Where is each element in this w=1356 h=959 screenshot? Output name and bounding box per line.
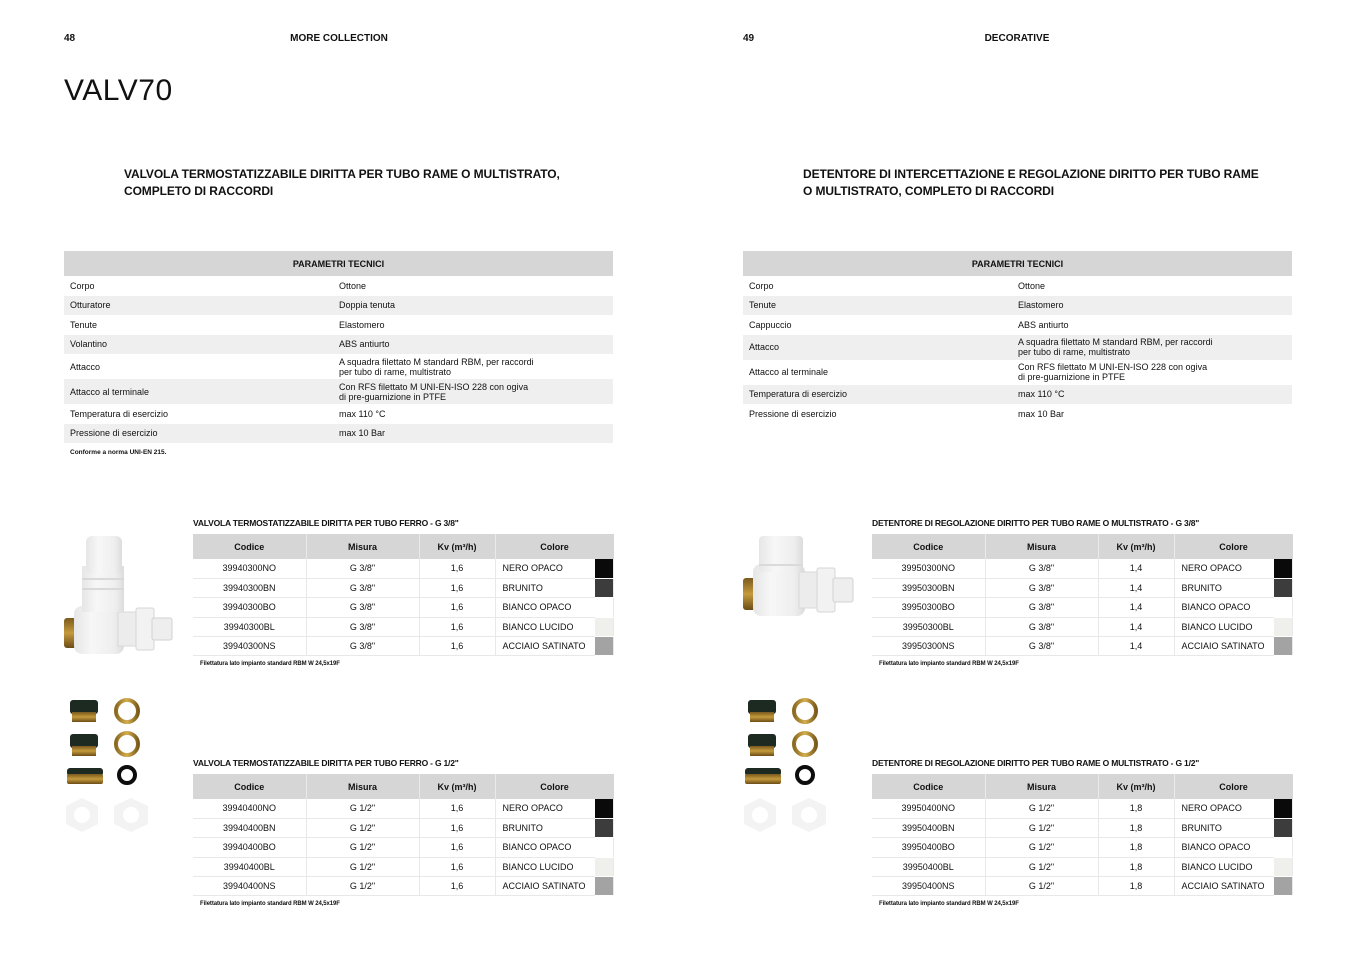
cell-misura: G 3/8" [985,637,1098,656]
cell-kv: 1,8 [1098,877,1174,896]
cell-misura: G 3/8" [985,617,1098,636]
cell-misura: G 3/8" [306,578,419,597]
param-key: Corpo [749,280,774,291]
params-row [743,296,1292,316]
params-header: PARAMETRI TECNICI [64,251,613,276]
product-table [872,774,1293,896]
cell-misura: G 1/2" [306,838,419,857]
cell-codice: 39950300NO [872,559,985,578]
color-swatch [1274,617,1293,636]
table-header-row [193,774,614,799]
table-row [872,559,1293,578]
cell-kv: 1,6 [419,877,495,896]
param-value-line: Elastomero [339,319,385,330]
param-value [1018,279,1292,293]
cell-colore: BIANCO LUCIDO [495,857,595,876]
color-swatch [595,799,614,818]
param-value-line: max 110 °C [339,408,386,419]
param-key: Temperatura di esercizio [70,408,169,419]
block-title: VALVOLA TERMOSTATIZZABILE DIRITTA PER TUBO FERRO - G 3/8" [193,518,459,528]
product-table [193,534,614,656]
params-row [64,315,613,335]
col-header-codice: Codice [872,774,985,799]
model-title: VALV70 [64,74,173,107]
cell-colore: ACCIAIO SATINATO [495,877,595,896]
param-key: Pressione di esercizio [749,408,837,419]
params-row [64,424,613,444]
param-value [339,407,613,421]
cell-misura: G 3/8" [985,578,1098,597]
param-key: Attacco [749,342,780,352]
param-value-line: di pre-guarnizione in PTFE [1018,372,1126,382]
cell-kv: 1,4 [1098,559,1174,578]
cell-colore: NERO OPACO [1174,559,1274,578]
cell-codice: 39950300BN [872,578,985,597]
cell-misura: G 3/8" [306,559,419,578]
table-row [872,857,1293,876]
subtitle-line: DETENTORE DI INTERCETTAZIONE E REGOLAZIONE DIRITTO PER TUBO RAME [803,167,1259,181]
block-note: Filettatura lato impianto standard RBM W 24,5x19F [200,901,340,908]
block-title: DETENTORE DI REGOLAZIONE DIRITTO PER TUBO RAME O MULTISTRATO - G 3/8" [872,518,1200,528]
param-key: Temperatura di esercizio [749,389,848,400]
col-header-colore: Colore [1174,534,1293,559]
subtitle-line: VALVOLA TERMOSTATIZZABILE DIRITTA PER TUBO RAME O MULTISTRATO, [124,167,560,181]
param-value-line: ABS antiurto [1018,319,1069,330]
param-value-line: Con RFS filettato M UNI-EN-ISO 228 con ogiva [339,381,529,392]
cell-colore: BIANCO LUCIDO [1174,617,1274,636]
product-table [872,534,1293,656]
cell-misura: G 3/8" [985,598,1098,617]
param-value-line: ABS antiurto [339,339,390,350]
cell-kv: 1,4 [1098,578,1174,597]
cell-colore: BIANCO OPACO [495,598,595,617]
table-row [193,799,614,818]
params-note: Conforme a norma UNI-EN 215. [70,449,167,456]
param-value [339,355,613,379]
table-row [872,598,1293,617]
params-row [64,296,613,316]
cell-kv: 1,6 [419,559,495,578]
cell-misura: G 1/2" [306,818,419,837]
color-swatch [595,877,614,896]
param-key: Corpo [70,280,95,291]
lockshield-valve-image [741,534,856,619]
product-block [193,758,614,912]
param-value [339,279,613,293]
color-swatch [1274,637,1293,656]
cell-kv: 1,4 [1098,617,1174,636]
cell-colore: BIANCO LUCIDO [495,617,595,636]
param-value [339,318,613,332]
cell-kv: 1,6 [419,637,495,656]
table-header-row [193,534,614,559]
table-row [872,838,1293,857]
cell-misura: G 1/2" [985,799,1098,818]
fittings-set-image [742,698,842,848]
color-swatch [595,637,614,656]
cell-codice: 39940400NS [193,877,306,896]
cell-colore: NERO OPACO [495,559,595,578]
cell-colore: BRUNITO [1174,578,1274,597]
cell-codice: 39950300BO [872,598,985,617]
cell-kv: 1,6 [419,857,495,876]
param-value-line: max 10 Bar [1018,408,1065,419]
table-row [872,818,1293,837]
param-value-line: per tubo di rame, multistrato [339,366,452,377]
color-swatch [1274,838,1293,857]
param-value-line: Ottone [1018,280,1046,291]
cell-codice: 39950300NS [872,637,985,656]
cell-colore: BIANCO OPACO [495,838,595,857]
cell-misura: G 1/2" [985,857,1098,876]
cell-colore: ACCIAIO SATINATO [1174,877,1274,896]
block-note: Filettatura lato impianto standard RBM W 24,5x19F [879,661,1019,668]
param-value-line: A squadra filettato M standard RBM, per raccordi [1018,337,1213,347]
table-row [872,799,1293,818]
block-title: VALVOLA TERMOSTATIZZABILE DIRITTA PER TUBO FERRO - G 1/2" [193,758,459,768]
cell-kv: 1,6 [419,617,495,636]
params-row [743,360,1292,385]
cell-codice: 39940400BN [193,818,306,837]
color-swatch [1274,818,1293,837]
cell-codice: 39950400BL [872,857,985,876]
param-value-line: max 110 °C [1018,389,1065,400]
cell-misura: G 3/8" [306,637,419,656]
col-header-kv: Kv (m³/h) [419,774,495,799]
color-swatch [595,578,614,597]
block-title: DETENTORE DI REGOLAZIONE DIRITTO PER TUBO RAME O MULTISTRATO - G 1/2" [872,758,1200,768]
cell-kv: 1,6 [419,578,495,597]
thermostatic-valve-image [62,534,177,654]
params-row [743,276,1292,296]
cell-colore: BRUNITO [495,818,595,837]
params-row [743,404,1292,424]
cell-kv: 1,6 [419,838,495,857]
param-value [339,380,613,404]
cell-misura: G 1/2" [985,877,1098,896]
params-row [743,315,1292,335]
cell-colore: ACCIAIO SATINATO [495,637,595,656]
cell-codice: 39950400BO [872,838,985,857]
color-swatch [595,617,614,636]
param-value-line: Ottone [339,280,367,291]
col-header-misura: Misura [985,534,1098,559]
param-value [1018,298,1292,312]
table-row [193,818,614,837]
col-header-kv: Kv (m³/h) [419,534,495,559]
cell-codice: 39950400NS [872,877,985,896]
param-value [1018,387,1292,401]
params-row [64,379,613,404]
params-row [64,354,613,379]
params-row [743,335,1292,360]
product-table [193,774,614,896]
color-swatch [1274,559,1293,578]
table-row [193,578,614,597]
section-title: DECORATIVE [984,33,1050,44]
col-header-misura: Misura [306,774,419,799]
param-key: Pressione di esercizio [70,428,158,439]
col-header-misura: Misura [985,774,1098,799]
cell-colore: BIANCO OPACO [1174,598,1274,617]
color-swatch [595,857,614,876]
cell-misura: G 3/8" [306,617,419,636]
table-row [872,877,1293,896]
color-swatch [595,559,614,578]
block-note: Filettatura lato impianto standard RBM W 24,5x19F [200,661,340,668]
table-row [193,637,614,656]
col-header-misura: Misura [306,534,419,559]
param-value [339,298,613,312]
cell-colore: NERO OPACO [1174,799,1274,818]
param-value [1018,407,1292,421]
table-row [193,857,614,876]
table-row [193,838,614,857]
col-header-kv: Kv (m³/h) [1098,534,1174,559]
product-block [193,518,614,672]
params-row [64,335,613,355]
color-swatch [595,818,614,837]
cell-kv: 1,6 [419,598,495,617]
col-header-kv: Kv (m³/h) [1098,774,1174,799]
product-block [872,758,1293,912]
cell-kv: 1,6 [419,799,495,818]
technical-params-table [743,251,1292,424]
param-key: Cappuccio [749,319,792,330]
params-header: PARAMETRI TECNICI [743,251,1292,276]
col-header-codice: Codice [193,774,306,799]
color-swatch [1274,857,1293,876]
table-row [193,617,614,636]
param-key: Volantino [70,339,108,350]
params-row [743,385,1292,405]
param-value-line: Doppia tenuta [339,300,396,311]
subtitle-line: O MULTISTRATO, COMPLETO DI RACCORDI [803,184,1054,198]
cell-kv: 1,8 [1098,838,1174,857]
product-subtitle [124,166,594,200]
cell-codice: 39940300BO [193,598,306,617]
table-row [872,617,1293,636]
col-header-colore: Colore [1174,774,1293,799]
cell-colore: BRUNITO [1174,818,1274,837]
cell-kv: 1,8 [1098,857,1174,876]
table-header-row [872,534,1293,559]
cell-kv: 1,6 [419,818,495,837]
product-subtitle [803,166,1273,200]
cell-codice: 39940300BN [193,578,306,597]
param-key: Tenute [70,319,98,330]
param-value [1018,335,1292,359]
param-key: Attacco [70,361,101,372]
cell-colore: BIANCO LUCIDO [1174,857,1274,876]
cell-kv: 1,8 [1098,799,1174,818]
col-header-colore: Colore [495,774,614,799]
cell-codice: 39940400NO [193,799,306,818]
page-number: 49 [743,33,755,44]
table-row [193,877,614,896]
cell-misura: G 3/8" [306,598,419,617]
cell-codice: 39940400BO [193,838,306,857]
param-value-line: A squadra filettato M standard RBM, per raccordi [339,356,534,367]
param-key: Otturatore [70,300,111,311]
color-swatch [1274,877,1293,896]
param-value-line: Con RFS filettato M UNI-EN-ISO 228 con ogiva [1018,362,1208,372]
table-row [872,637,1293,656]
page-number: 48 [64,33,76,44]
params-row [64,404,613,424]
color-swatch [595,838,614,857]
table-header-row [872,774,1293,799]
cell-codice: 39950400NO [872,799,985,818]
table-row [872,578,1293,597]
cell-misura: G 1/2" [985,818,1098,837]
cell-misura: G 1/2" [985,838,1098,857]
param-key: Tenute [749,300,777,311]
cell-kv: 1,4 [1098,637,1174,656]
cell-misura: G 3/8" [985,559,1098,578]
color-swatch [595,598,614,617]
param-value-line: di pre-guarnizione in PTFE [339,391,447,402]
param-value [1018,360,1292,384]
color-swatch [1274,799,1293,818]
color-swatch [1274,578,1293,597]
cell-colore: BRUNITO [495,578,595,597]
block-note: Filettatura lato impianto standard RBM W 24,5x19F [879,901,1019,908]
cell-colore: BIANCO OPACO [1174,838,1274,857]
cell-kv: 1,4 [1098,598,1174,617]
product-block [872,518,1293,672]
param-value [1018,318,1292,332]
param-key: Attacco al terminale [70,386,150,397]
param-value-line: Elastomero [1018,300,1064,311]
technical-params-table [64,251,613,462]
col-header-codice: Codice [193,534,306,559]
param-value [339,337,613,351]
cell-colore: NERO OPACO [495,799,595,818]
cell-misura: G 1/2" [306,799,419,818]
fittings-set-image [64,698,164,848]
param-value [339,426,613,440]
param-key: Attacco al terminale [749,367,829,377]
cell-codice: 39940300NS [193,637,306,656]
params-row [64,276,613,296]
color-swatch [1274,598,1293,617]
cell-misura: G 1/2" [306,857,419,876]
cell-misura: G 1/2" [306,877,419,896]
cell-codice: 39950300BL [872,617,985,636]
col-header-colore: Colore [495,534,614,559]
right-page [678,0,1356,959]
subtitle-line: COMPLETO DI RACCORDI [124,184,274,198]
table-row [193,598,614,617]
col-header-codice: Codice [872,534,985,559]
table-row [193,559,614,578]
section-title: MORE COLLECTION [290,33,388,44]
param-value-line: max 10 Bar [339,428,386,439]
cell-kv: 1,8 [1098,818,1174,837]
cell-codice: 39940300BL [193,617,306,636]
cell-codice: 39940400BL [193,857,306,876]
cell-codice: 39950400BN [872,818,985,837]
cell-colore: ACCIAIO SATINATO [1174,637,1274,656]
cell-codice: 39940300NO [193,559,306,578]
param-value-line: per tubo di rame, multistrato [1018,347,1131,357]
